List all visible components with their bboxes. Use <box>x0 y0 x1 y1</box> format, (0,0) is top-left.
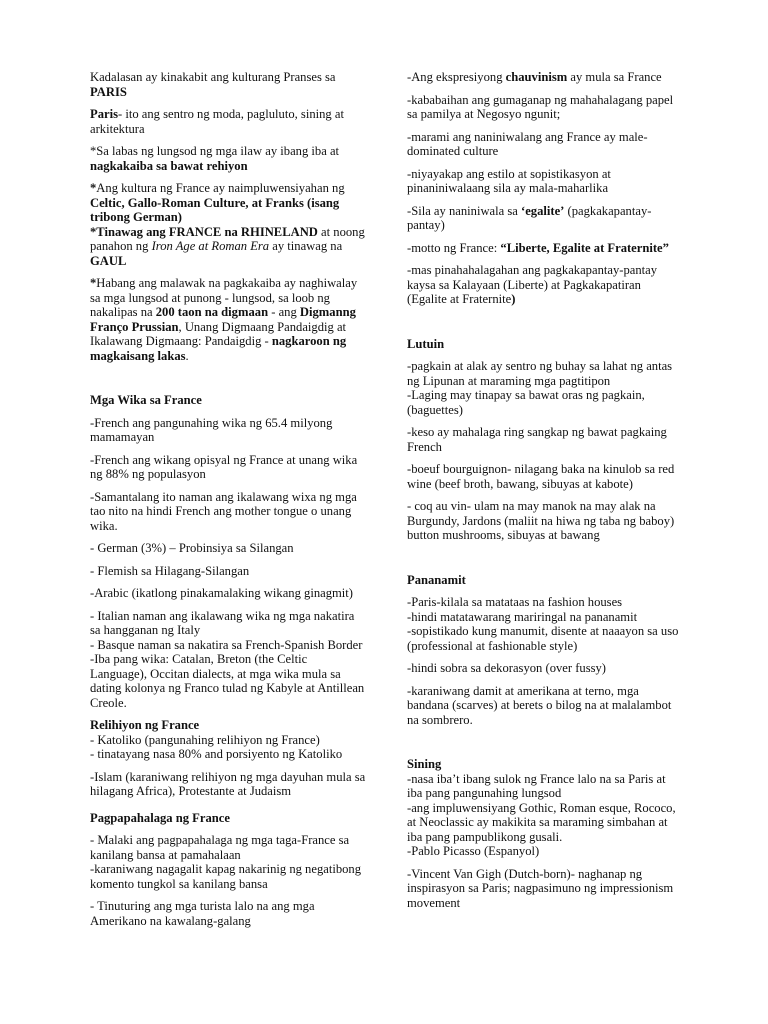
art-title: Sining <box>407 757 442 771</box>
intro-bold: PARIS <box>90 84 127 99</box>
dress-item: -Paris-kilala sa matataas na fashion houses <box>407 595 623 609</box>
wika-item: -Iba pang wika: Catalan, Breton (the Celtic Language), Occitan dialects, at mga wika mula sa dating kolonya ng Franco tulad ng Kabyle at Antillean Creole. <box>90 652 365 710</box>
wika-item: - Basque naman sa nakatira sa French-Spanish Border <box>90 637 363 652</box>
habang-paragraph <box>90 276 366 363</box>
outside-text: *Sa labas ng lungsod ng mga ilaw ay ibang iba at <box>90 144 340 158</box>
paris-text: - ito ang sentro ng moda, pagluluto, sining at arkitektura <box>90 107 344 136</box>
chauv-bold: chauvinism <box>505 70 568 84</box>
habang-bold-1: 200 taon na digmaan <box>155 305 269 319</box>
egalite-text: -Sila ay naniniwala sa <box>407 203 522 218</box>
habang-text-2: - ang <box>268 305 300 319</box>
rhine-bold: *Tinawag ang FRANCE na RHINELAND <box>90 224 318 239</box>
outside-paragraph <box>90 144 366 173</box>
male-paragraph: -marami ang naniniwalang ang France ay male-dominated culture <box>407 129 648 158</box>
intro-paragraph <box>90 70 366 99</box>
dress-item: -sopistikado kung manumit, disente at naaayon sa uso (professional at fashionable style) <box>407 624 679 653</box>
dress-group <box>407 595 681 653</box>
religion-item: -Islam (karaniwang relihiyon ng mga dayuhan mula sa hilagang Africa), Protestante at Judaism <box>90 769 366 798</box>
religion-item: - tinatayang nasa 80% and porsiyento ng Katoliko <box>90 747 343 761</box>
art-item: -Pablo Picasso (Espanyol) <box>407 844 540 858</box>
motto-bold: “Liberte, Egalite at Fraternite” <box>500 240 669 255</box>
values-title: Pagpapahalaga ng France <box>90 810 230 825</box>
values-item: - Tinuturing ang mga turista lalo na ang mga Amerikano na kawalang-galang <box>90 899 315 928</box>
culture-bold: Celtic, Gallo-Roman Culture, at Franks (isang tribong German) <box>90 195 340 224</box>
habang-text-4: . <box>185 348 189 363</box>
values-item: - Malaki ang pagpapahalaga ng mga taga-France sa kanilang bansa at pamahalaan <box>90 833 350 862</box>
habang-bold-3: nagkaroon ng magkaisang lakas <box>90 334 347 363</box>
value-bold: ) <box>511 292 516 306</box>
value-text: -mas pinahahalagahan ang pagkakapantay-pantay kaysa sa Kalayaan (Liberte) at Pagkakapatiran (Egalite at Fraternite <box>407 263 658 306</box>
dress-heading <box>407 573 681 588</box>
egalite-paragraph <box>407 204 681 233</box>
wika-title: Mga Wika sa France <box>90 393 202 407</box>
chauv-text-2: ay mula sa France <box>567 70 662 84</box>
food-title: Lutuin <box>407 336 445 351</box>
wika-item: - Flemish sa Hilagang-Silangan <box>90 563 250 578</box>
value-paragraph <box>407 263 681 307</box>
dress-item: -hindi matatawarang mariringal na pananamit <box>407 609 638 624</box>
wika-heading <box>90 393 366 408</box>
art-item: -ang impluwensiyang Gothic, Roman esque, Rococo, at Neoclassic ay makikita sa maraming simbahan at iba pang pampublikong gusali. <box>407 800 676 844</box>
food-item: -Laging may tinapay sa bawat oras ng pagkain, (baguettes) <box>407 388 645 417</box>
values-item: -karaniwang nagagalit kapag nakarinig ng negatibong komento tungkol sa kanilang bansa <box>90 862 362 891</box>
food-item: -pagkain at alak ay sentro ng buhay sa lahat ng antas ng Lipunan at maraming mga pagtitipon <box>407 359 673 388</box>
rhine-text: at noong panahon ng <box>90 224 365 253</box>
values-group <box>90 833 366 891</box>
values-heading <box>90 811 366 826</box>
right-column <box>407 70 681 910</box>
habang-star: * <box>90 276 97 290</box>
paris-bold: Paris <box>90 107 118 121</box>
religion-title: Relihiyon ng France <box>90 718 200 732</box>
wika-item: -French ang wikang opisyal ng France at unang wika ng 88% ng populasyon <box>90 452 358 481</box>
intro-text: Kadalasan ay kinakabit ang kulturang Pranses sa <box>90 70 336 84</box>
food-group <box>407 359 681 417</box>
culture-paragraph <box>90 181 366 268</box>
habang-bold-2: Digmanng Franço Prussian <box>90 305 356 334</box>
food-heading <box>407 337 681 352</box>
art-item: -nasa iba’t ibang sulok ng France lalo na sa Paris at iba pang pangunahing lungsod <box>407 771 666 800</box>
wika-item: -French ang pangunahing wika ng 65.4 milyong mamamayan <box>90 415 333 444</box>
egalite-text-2: (pagkakapantay-pantay) <box>407 203 652 232</box>
egalite-bold: ‘egalite’ <box>521 203 565 218</box>
culture-text: Ang kultura ng France ay naimpluwensiyahan ng <box>96 181 345 195</box>
wika-item: -Samantalang ito naman ang ikalawang wixa ng mga tao nito na hindi French ang mother tongue o unang wika. <box>90 489 357 533</box>
culture-star: * <box>90 181 97 195</box>
food-item: - coq au vin- ulam na may manok na may alak na Burgundy, Jardons (maliit na hiwa ng taba ng baboy) button mushrooms, sibuyas at bawang <box>407 499 675 542</box>
art-section <box>407 757 681 859</box>
wika-item: -Arabic (ikatlong pinakamalaking wikang ginagmit) <box>90 586 353 600</box>
women-paragraph: -kababaihan ang gumaganap ng mahahalagang papel sa pamilya at Negosyo ngunit; <box>407 92 674 121</box>
art-item: -Vincent Van Gigh (Dutch-born)- naghanap ng inspirasyon sa Paris; nagpasimuno ng impressionism movement <box>407 866 674 910</box>
wika-item-group <box>90 609 366 711</box>
rhine-text-2: ay tinawag na <box>269 239 343 253</box>
habang-text-3: , Unang Digmaang Pandaigdig at Ikalawang Digmaang: Pandaigdig - <box>90 319 347 348</box>
chauv-text: -Ang ekspresiyong <box>407 70 506 84</box>
food-item: -boeuf bourguignon- nilagang baka na kinulob sa red wine (beef broth, bawang, sibuyas at kabote) <box>407 462 675 491</box>
food-item: -keso ay mahalaga ring sangkap ng bawat pagkaing French <box>407 425 667 454</box>
wika-item: - German (3%) – Probinsiya sa Silangan <box>90 541 294 555</box>
style-paragraph: -niyayakap ang estilo at sopistikasyon at pinaniniwalaang sila ay mala-maharlika <box>407 166 611 195</box>
outside-bold: nagkakaiba sa bawat rehiyon <box>90 158 248 173</box>
paris-paragraph <box>90 107 366 136</box>
motto-paragraph <box>407 241 681 256</box>
dress-item: -karaniwang damit at amerikana at terno, mga bandana (scarves) at berets o bilog na at malalambot na sombrero. <box>407 683 672 727</box>
dress-title: Pananamit <box>407 572 466 587</box>
rhine-italic: Iron Age at Roman Era <box>151 239 270 253</box>
dress-item: -hindi sobra sa dekorasyon (over fussy) <box>407 661 607 675</box>
left-column <box>90 70 366 928</box>
religion-item: - Katoliko (pangunahing relihiyon ng France) <box>90 732 320 747</box>
gaul-bold: GAUL <box>90 253 127 268</box>
motto-text: -motto ng France: <box>407 240 501 255</box>
religion-section <box>90 718 366 762</box>
wika-item: - Italian naman ang ikalawang wika ng mga nakatira sa hangganan ng Italy <box>90 608 355 637</box>
habang-text: Habang ang malawak na pagkakaiba ay naghiwalay sa mga lungsod at punong - lungsod, sa loob ng nakalipas na <box>90 276 358 319</box>
chauvinism-paragraph <box>407 70 681 85</box>
